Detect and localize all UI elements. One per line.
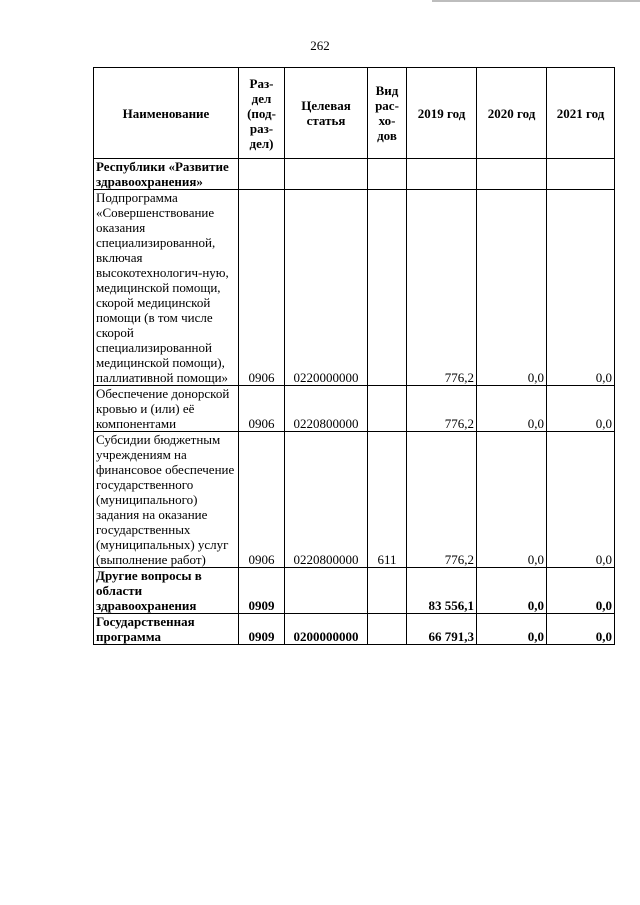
row-name: Другие вопросы в области здравоохранения [94,568,239,614]
top-edge-rule [432,0,640,2]
header-target: Целевая статья [285,68,368,159]
row-target: 0220800000 [285,386,368,432]
table-row [94,159,615,190]
row-target: 0220000000 [285,190,368,386]
row-section: 0906 [239,432,285,568]
row-section: 0909 [239,568,285,614]
row-expense [368,386,407,432]
row-2019: 83 556,1 [407,568,477,614]
row-2020: 0,0 [477,190,547,386]
row-expense [368,190,407,386]
row-target: 0200000000 [285,614,368,645]
row-2020: 0,0 [477,432,547,568]
row-expense [368,159,407,190]
header-2019: 2019 год [407,68,477,159]
row-expense [368,614,407,645]
table-row [94,614,615,645]
row-2021: 0,0 [547,614,615,645]
row-2021: 0,0 [547,386,615,432]
table-row [94,386,615,432]
row-2021 [547,159,615,190]
row-2019: 776,2 [407,432,477,568]
row-target [285,159,368,190]
row-2020 [477,159,547,190]
row-2019: 776,2 [407,386,477,432]
row-2021: 0,0 [547,190,615,386]
table-row [94,190,615,386]
page-number: 262 [310,38,330,53]
row-target: 0220800000 [285,432,368,568]
row-2020: 0,0 [477,386,547,432]
row-name: Республики «Развитие здравоохранения» [94,159,239,190]
row-expense: 611 [368,432,407,568]
row-2019 [407,159,477,190]
row-name: Подпрограмма «Совершенствование оказания специализированной, включая высокотехнологич-ную, медицинской помощи, скорой медицинской помощи (в том числе скорой специализированной медицинской помощи), паллиативной помощи» [94,190,239,386]
row-2021: 0,0 [547,568,615,614]
row-2021: 0,0 [547,432,615,568]
row-2019: 66 791,3 [407,614,477,645]
header-2021: 2021 год [547,68,615,159]
row-expense [368,568,407,614]
row-name: Субсидии бюджетным учреждениям на финансовое обеспечение государственного (муниципального) задания на оказание государственных (муниципальных) услуг (выполнение работ) [94,432,239,568]
row-2020: 0,0 [477,614,547,645]
row-2019: 776,2 [407,190,477,386]
row-section [239,159,285,190]
header-2020: 2020 год [477,68,547,159]
row-name: Обеспечение донорской кровью и (или) её компонентами [94,386,239,432]
row-target [285,568,368,614]
table-row [94,568,615,614]
row-section: 0909 [239,614,285,645]
row-section: 0906 [239,386,285,432]
table-row [94,432,615,568]
header-expense: Вид рас- хо- дов [368,68,407,159]
header-row [94,68,615,159]
header-name: Наименование [94,68,239,159]
row-name: Государственная программа [94,614,239,645]
header-section: Раз- дел (под- раз- дел) [239,68,285,159]
budget-table [93,67,615,645]
row-2020: 0,0 [477,568,547,614]
row-section: 0906 [239,190,285,386]
